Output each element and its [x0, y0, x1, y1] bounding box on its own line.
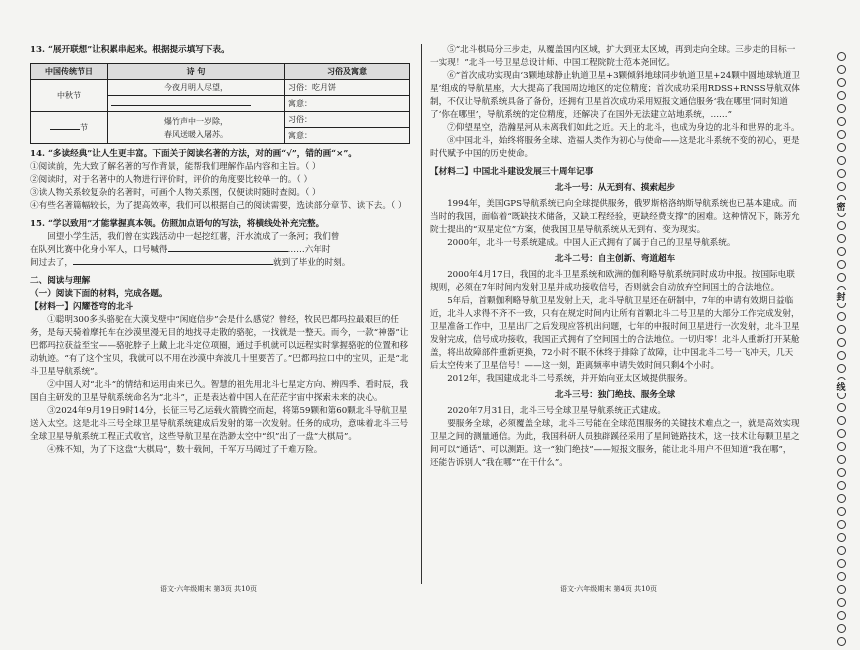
- binding-hole: [837, 416, 846, 425]
- column-divider: [421, 44, 422, 584]
- left-page: [30, 44, 415, 457]
- binding-hole: [837, 247, 846, 256]
- poem-cell-2: [108, 112, 285, 144]
- binding-hole: [837, 611, 846, 620]
- m1-paragraph: ⑧中国北斗，始终将服务全球、造福人类作为初心与使命——这是北斗系统不变的初心，更是时代赋予中国的历史使命。: [430, 136, 800, 159]
- q15-text-3: 间过去了， 就到了毕业的时刻。: [30, 258, 351, 268]
- binding-hole: [837, 169, 846, 178]
- m1-paragraph: ④殊不知，为了下这盘“大棋局”，数十载间，千军万马阔过了千难万险。: [47, 445, 323, 455]
- question-15: 15. “学以致用”才能掌握真本领。仿照加点语句的写法，将横线处补充完整。: [30, 219, 325, 229]
- binding-hole: [837, 325, 846, 334]
- binding-hole: [837, 273, 846, 282]
- festival-cell-1: 中秋节: [31, 80, 108, 112]
- material-2-title: 【材料二】中国北斗建设发展三十周年记事: [430, 167, 594, 177]
- binding-hole: [837, 117, 846, 126]
- binding-holes: [834, 52, 848, 650]
- bd1-paragraph: 2000年，北斗一号系统建成。中国人正式拥有了属于自己的卫星导航系统。: [447, 238, 736, 248]
- binding-hole: [837, 156, 846, 165]
- q14-item: ②阅读时，对于名著中的人物进行评价时，评价的角度要比较单一的。（ ）: [30, 175, 313, 185]
- seal-label-feng: 封: [834, 290, 848, 303]
- binding-hole: [837, 520, 846, 529]
- q15-text-2: 在队列比赛中化身小军人，口号喊得 ……六年时: [30, 245, 331, 255]
- binding-hole: [837, 468, 846, 477]
- q14-item: ③读人物关系较复杂的名著时，可画个人物关系图，仅便读时随时查阅。（ ）: [30, 188, 321, 198]
- binding-hole: [837, 546, 846, 555]
- poem-blank-1[interactable]: [108, 96, 285, 112]
- binding-hole: [837, 624, 846, 633]
- bd2-paragraph: 2000年4月17日，我国的北斗卫星系统和欧洲的伽利略导航系统同时成功申报。按国际电联规则，必须在7年时间内发射卫星并成功接收信号，否则就会自动放弃空间国土的合法地位。: [430, 270, 795, 293]
- answer-box[interactable]: （ ）: [390, 201, 407, 211]
- poem-cell-1: 今夜月明人尽望，: [108, 80, 285, 96]
- binding-hole: [837, 260, 846, 269]
- table-header-poem: 诗 句: [108, 64, 285, 80]
- binding-hole: [837, 221, 846, 230]
- festival-table: [30, 63, 410, 144]
- beidou-3-title: 北斗三号：独门绝技、服务全球: [554, 390, 676, 400]
- poem-line-1: 爆竹声中一岁除，: [164, 116, 228, 126]
- beidou-2-title: 北斗二号：自主创新、弯道超车: [554, 254, 676, 264]
- binding-hole: [837, 494, 846, 503]
- meaning-cell-1[interactable]: 寓意：: [285, 96, 410, 112]
- binding-hole: [837, 65, 846, 74]
- binding-hole: [837, 78, 846, 87]
- festival-cell-2[interactable]: [31, 112, 108, 144]
- binding-hole: [837, 455, 846, 464]
- seal-label-mi: 密: [834, 200, 848, 213]
- q15-text: 回望小学生活，我们曾在实践活动中一起挖红薯，汗水流成了一条河；我们曾: [47, 232, 340, 242]
- custom-cell-2[interactable]: 习俗：: [285, 112, 410, 128]
- bd1-paragraph: 1994年，美国GPS导航系统已向全球提供服务，俄罗斯格洛纳斯导航系统也已基本建成。而当时的我国，面临着“既缺技术储备，又缺工程经验，更缺经费支撑”的困难。这种情况下，陈芳允院士提出的“双星定位”方案，使我国卫星导航系统从无到有、变为现实。: [430, 199, 800, 235]
- binding-hole: [837, 91, 846, 100]
- q14-item: ①阅读前，先大致了解名著的写作背景，能帮我们理解作品内容和主旨。（ ）: [30, 162, 321, 172]
- question-13: 13. “展开联想”让积累串起来。根据提示填写下表。: [30, 45, 230, 55]
- binding-hole: [837, 52, 846, 61]
- binding-hole: [837, 481, 846, 490]
- bd2-paragraph: 5年后，首颗伽利略导航卫星发射上天，北斗导航卫星还在研制中，7年的申请有效期日益临近，北斗人求得不齐不一致，只有在规定时间内让所有首颗北斗二号卫星的大部分工作完成发射，卫星准备工作中，卫星出厂之后发现应答机出问题，七年的申报时间卫星进行一次发射，北斗卫星发射完成，信号成功接收，我国正式拥有了空间国土的合法地位。一切归零！北斗人重新打开某舱盖，将出故障部件重新更换，72小时不眠不休终于排除了故障，让中国北斗二号一飞冲天，几天后太空传来了卫星信号！——这一刻，距离频率申请失效时间只剩4个小时。: [430, 296, 800, 371]
- binding-hole: [837, 143, 846, 152]
- seal-label-xian: 线: [834, 380, 848, 393]
- binding-hole: [837, 130, 846, 139]
- bd3-paragraph: 要服务全球，必须覆盖全球，北斗三号能在全球范围服务的关键技术难点之一，就是高效实现卫星之间的测量通信。为此，我国科研人员独辟蹊径采用了星间链路技术，这一技术让每颗卫星之间可以“通话”、可以测距。这一“独门绝技”——短报文服务，能让北斗用户不但知道“我在哪”，还能告诉别人“我在哪”“在干什么”。: [430, 419, 800, 468]
- page-footer-right: 语文·六年级期末 第4页 共10页: [560, 585, 658, 593]
- binding-hole: [837, 351, 846, 360]
- answer-box[interactable]: （ ）: [305, 188, 321, 198]
- beidou-1-title: 北斗一号：从无到有、摸索起步: [554, 183, 676, 193]
- q15-blank-2[interactable]: [73, 264, 273, 265]
- binding-hole: [837, 429, 846, 438]
- bd3-paragraph: 2020年7月31日，北斗三号全球卫星导航系统正式建成。: [447, 406, 666, 416]
- m1-paragraph: ②中国人对“北斗”的情结和运用由来已久。智慧的祖先用北斗七星定方向、辨四季、看时辰，我国自主研发的卫星导航系统命名为“北斗”，正是表达着中国人在茫茫宇宙中探索未来的决心。: [30, 380, 409, 403]
- custom-value: 吃月饼: [312, 83, 336, 92]
- section-2-title: 二、阅读与理解: [30, 276, 91, 286]
- festival-suffix: 节: [80, 123, 88, 132]
- table-header-custom: 习俗及寓意: [285, 64, 410, 80]
- binding-hole: [837, 104, 846, 113]
- m1-paragraph: ⑦仰望星空，浩瀚星河从未离我们如此之近。天上的北斗，也成为身边的北斗和世界的北斗。: [447, 123, 800, 133]
- binding-hole: [837, 507, 846, 516]
- poem-line-2: 春风送暖入屠苏。: [164, 129, 228, 139]
- binding-hole: [837, 234, 846, 243]
- binding-hole: [837, 585, 846, 594]
- q15-blank-1[interactable]: [168, 251, 288, 252]
- binding-hole: [837, 312, 846, 321]
- m1-paragraph: ⑤“北斗棋局分三步走，从覆盖国内区域，扩大到亚太区域，再到走向全球。三步走的目标一一实现！”北斗一号卫星总设计师、中国工程院院士范本尧回忆。: [430, 45, 796, 68]
- table-header-festival: 中国传统节日: [31, 64, 108, 80]
- binding-hole: [837, 598, 846, 607]
- binding-hole: [837, 442, 846, 451]
- right-page: [430, 44, 800, 470]
- q14-item: ④有些名著篇幅较长，为了提高效率，我们可以根据自己的阅读需要，选读部分章节、读下去。（ ）: [30, 201, 407, 211]
- binding-hole: [837, 364, 846, 373]
- binding-hole: [837, 182, 846, 191]
- section-2-subtitle: （一）阅读下面的材料，完成各题。: [30, 289, 168, 299]
- m1-paragraph: ①聪明300多头骆驼在大漠戈壁中“闲庭信步”会是什么感觉？曾经，牧民巴都玛拉最艰巨的任务，是每天骑着摩托车在沙漠里漫无目的地找寻走散的骆驼，一找就是一整天。而今，一款“神器”让巴都玛拉获益至宝——骆驼脖子上戴上北斗定位项圈，通过手机就可以远程实时掌握骆驼的位置和移动轨迹。“有了这个宝贝，我就可以不用在沙漠中奔波几十里要苦了。”巴都玛拉口中的宝贝，正是“北斗卫星导航系统”。: [30, 315, 409, 377]
- custom-cell-1: [285, 80, 410, 96]
- binding-hole: [837, 559, 846, 568]
- binding-hole: [837, 403, 846, 412]
- page-footer-left: 语文·六年级期末 第3页 共10页: [160, 585, 258, 593]
- answer-box[interactable]: （ ）: [305, 162, 321, 172]
- material-1-title: 【材料一】闪耀苍穹的北斗: [30, 302, 134, 312]
- binding-hole: [837, 338, 846, 347]
- bd2-paragraph: 2012年，我国建成北斗二号系统，并开始向亚太区域提供服务。: [447, 374, 693, 384]
- m1-paragraph: ⑥“首次成功实现由‘3颗地球静止轨道卫星+3颗倾斜地球同步轨道卫星+24颗中圆地球轨道卫星’组成的导航星座，大大提高了我国周边地区的定位精度；首次成功采用RDSS+RNSS导航双体制，不仅让导航系统具备了备份，还拥有卫星首次成功采用短报文通信服务‘我在哪里’同时知道了‘你在哪里’，导航系统的定位精度，还解决了在国外无法建立站地系统，……”: [430, 71, 800, 120]
- binding-hole: [837, 533, 846, 542]
- question-14: 14. “多读经典”让人生更丰富。下面关于阅读名著的方法，对的画“√”，错的画“×”。: [30, 149, 357, 159]
- m1-paragraph: ③2024年9月19日9时14分，长征三号乙运载火箭腾空而起，将第59颗和第60颗北斗导航卫星送入太空。这是北斗三号全球卫星导航系统建成后发射的第一次发射。任务的成功，意味着北斗三号全球卫星导航系统工程正式收官，这些导航卫星在浩渺太空中“织”出了一盘“大棋局”。: [30, 406, 409, 442]
- binding-hole: [837, 637, 846, 646]
- q14-list: [30, 161, 415, 213]
- binding-hole: [837, 572, 846, 581]
- answer-box[interactable]: （ ）: [296, 175, 313, 185]
- meaning-cell-2[interactable]: 寓意：: [285, 128, 410, 144]
- custom-label: 习俗：: [288, 83, 312, 92]
